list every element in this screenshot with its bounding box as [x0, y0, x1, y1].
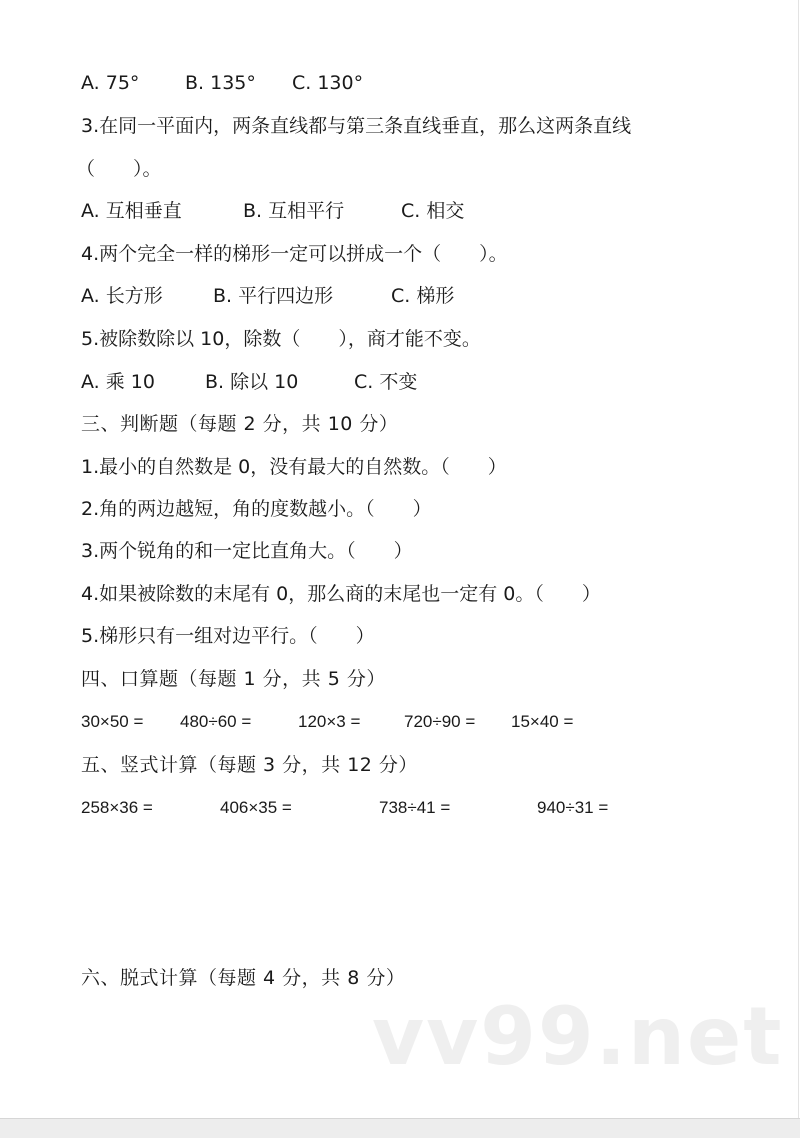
q4-stem: 4.两个完全一样的梯形一定可以拼成一个（ ）。 — [81, 243, 508, 265]
q3-blank: （ ）。 — [76, 158, 162, 180]
oral-calc-4: 720÷90 = — [404, 712, 476, 731]
q4-option-b: B. 平行四边形 — [213, 285, 334, 307]
q3-stem: 3.在同一平面内，两条直线都与第三条直线垂直，那么这两条直线 — [81, 115, 632, 137]
judgement-item-2: 2.角的两边越短，角的度数越小。（ ） — [81, 498, 432, 520]
vertical-calc-1: 258×36 = — [81, 798, 153, 817]
q5-option-b: B. 除以 10 — [205, 371, 299, 393]
vertical-calc-3: 738÷41 = — [379, 798, 451, 817]
judgement-item-5: 5.梯形只有一组对边平行。（ ） — [81, 625, 375, 647]
q2-option-b: B. 135° — [185, 72, 256, 94]
judgement-item-1: 1.最小的自然数是 0，没有最大的自然数。（ ） — [81, 456, 507, 478]
section-5-title: 五、竖式计算（每题 3 分，共 12 分） — [81, 754, 418, 776]
oral-calc-2: 480÷60 = — [180, 712, 252, 731]
q5-option-c: C. 不变 — [354, 371, 418, 393]
section-4-title: 四、口算题（每题 1 分，共 5 分） — [81, 668, 386, 690]
q5-option-a: A. 乘 10 — [81, 371, 155, 393]
q3-option-a: A. 互相垂直 — [81, 200, 182, 222]
section-3-title: 三、判断题（每题 2 分，共 10 分） — [81, 413, 399, 435]
page-bottom-edge — [0, 1118, 800, 1138]
judgement-item-4: 4.如果被除数的末尾有 0，那么商的末尾也一定有 0。（ ） — [81, 583, 601, 605]
oral-calc-3: 120×3 = — [298, 712, 361, 731]
oral-calc-1: 30×50 = — [81, 712, 144, 731]
q2-option-a: A. 75° — [81, 72, 140, 94]
q5-stem: 5.被除数除以 10，除数（ ），商才能不变。 — [81, 328, 481, 350]
vertical-calc-4: 940÷31 = — [537, 798, 609, 817]
q4-option-a: A. 长方形 — [81, 285, 163, 307]
judgement-item-3: 3.两个锐角的和一定比直角大。（ ） — [81, 540, 413, 562]
oral-calc-5: 15×40 = — [511, 712, 574, 731]
q3-option-c: C. 相交 — [401, 200, 465, 222]
watermark-logo: vv99.net — [372, 990, 784, 1083]
vertical-calc-2: 406×35 = — [220, 798, 292, 817]
section-6-title: 六、脱式计算（每题 4 分，共 8 分） — [81, 967, 406, 989]
q4-option-c: C. 梯形 — [391, 285, 455, 307]
q3-option-b: B. 互相平行 — [243, 200, 345, 222]
q2-option-c: C. 130° — [292, 72, 364, 94]
